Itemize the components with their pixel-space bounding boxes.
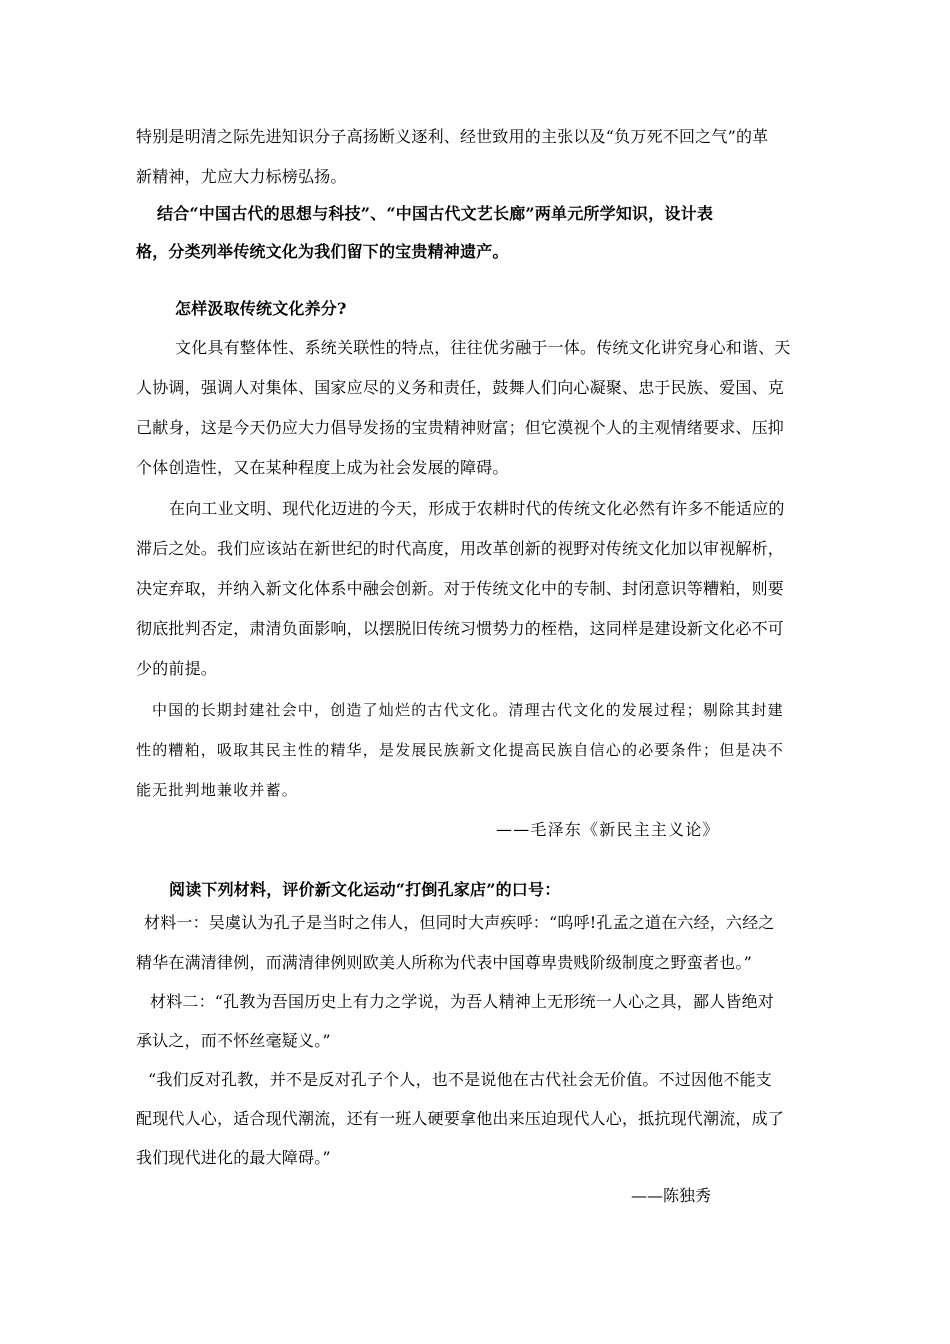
material1-line-2: 精华在满清律例，而满清律例则欧美人所称为代表中国尊卑贵贱阶级制度之野蛮者也。”	[136, 953, 752, 972]
material1-line-1: 材料一：吴虞认为孔子是当时之伟人，但同时大声疾呼：“呜呼!孔孟之道在六经，六经之	[144, 913, 775, 932]
para2-line-4: 彻底批判否定，肃清负面影响，以摆脱旧传统习惯势力的桎梏，这同样是建设新文化必不可	[136, 619, 785, 638]
para1-line-4: 个体创造性，又在某种程度上成为社会发展的障碍。	[136, 458, 509, 477]
material-source: ——陈独秀	[631, 1186, 712, 1205]
section-heading: 怎样汲取传统文化养分?	[175, 299, 347, 318]
exercise-heading: 阅读下列材料，评价新文化运动“打倒孔家店”的口号：	[169, 880, 561, 899]
para1-line-2: 人协调，强调人对集体、国家应尽的义务和责任，鼓舞人们向心凝聚、忠于民族、爱国、克	[136, 378, 785, 397]
quote-line-1: 中国的长期封建社会中，创造了灿烂的古代文化。清理古代文化的发展过程；剔除其封建	[152, 701, 784, 719]
quote-source: ——毛泽东《新民主主义论》	[496, 820, 720, 839]
quote-line-3: 能无批判地兼收并蓄。	[136, 781, 299, 799]
task-line-2: 格，分类列举传统文化为我们留下的宝贵精神遗产。	[136, 242, 509, 261]
intro-line-1: 特别是明清之际先进知识分子高扬断义逐利、经世致用的主张以及“负万死不回之气”的革	[136, 127, 769, 146]
material3-line-2: 配现代人心，适合现代潮流，还有一班人硬要拿他出来压迫现代人心，抵抗现代潮流，成了	[136, 1109, 785, 1128]
para2-line-2: 滞后之处。我们应该站在新世纪的时代高度，用改革创新的视野对传统文化加以审视解析，	[136, 539, 785, 558]
task-line-1: 结合“中国古代的思想与科技”、“中国古代文艺长廊”两单元所学知识，设计表	[157, 204, 714, 223]
para2-line-5: 少的前提。	[136, 659, 218, 678]
material2-line-1: 材料二：“孔教为吾国历史上有力之学说，为吾人精神上无形统一人心之具，鄙人皆绝对	[150, 992, 774, 1011]
intro-line-2: 新精神，尤应大力标榜弘扬。	[136, 167, 347, 186]
quote-line-2: 性的糟粕，吸取其民主性的精华，是发展民族新文化提高民族自信心的必要条件；但是决不	[136, 741, 785, 759]
para1-line-1: 文化具有整体性、系统关联性的特点，往往优劣融于一体。传统文化讲究身心和谐、天	[175, 338, 791, 357]
para2-line-1: 在向工业文明、现代化迈进的今天，形成于农耕时代的传统文化必然有许多不能适应的	[169, 499, 785, 518]
material3-line-3: 我们现代进化的最大障碍。”	[136, 1148, 331, 1167]
para1-line-3: 己献身，这是今天仍应大力倡导发扬的宝贵精神财富；但它漠视个人的主观情绪要求、压抑	[136, 418, 785, 437]
material2-line-2: 承认之，而不怀丝毫疑义。”	[136, 1031, 331, 1050]
material3-line-1: “我们反对孔教，并不是反对孔子个人，也不是说他在古代社会无价值。不过因他不能支	[148, 1070, 772, 1089]
para2-line-3: 决定弃取，并纳入新文化体系中融会创新。对于传统文化中的专制、封闭意识等糟粕，则要	[136, 579, 785, 598]
